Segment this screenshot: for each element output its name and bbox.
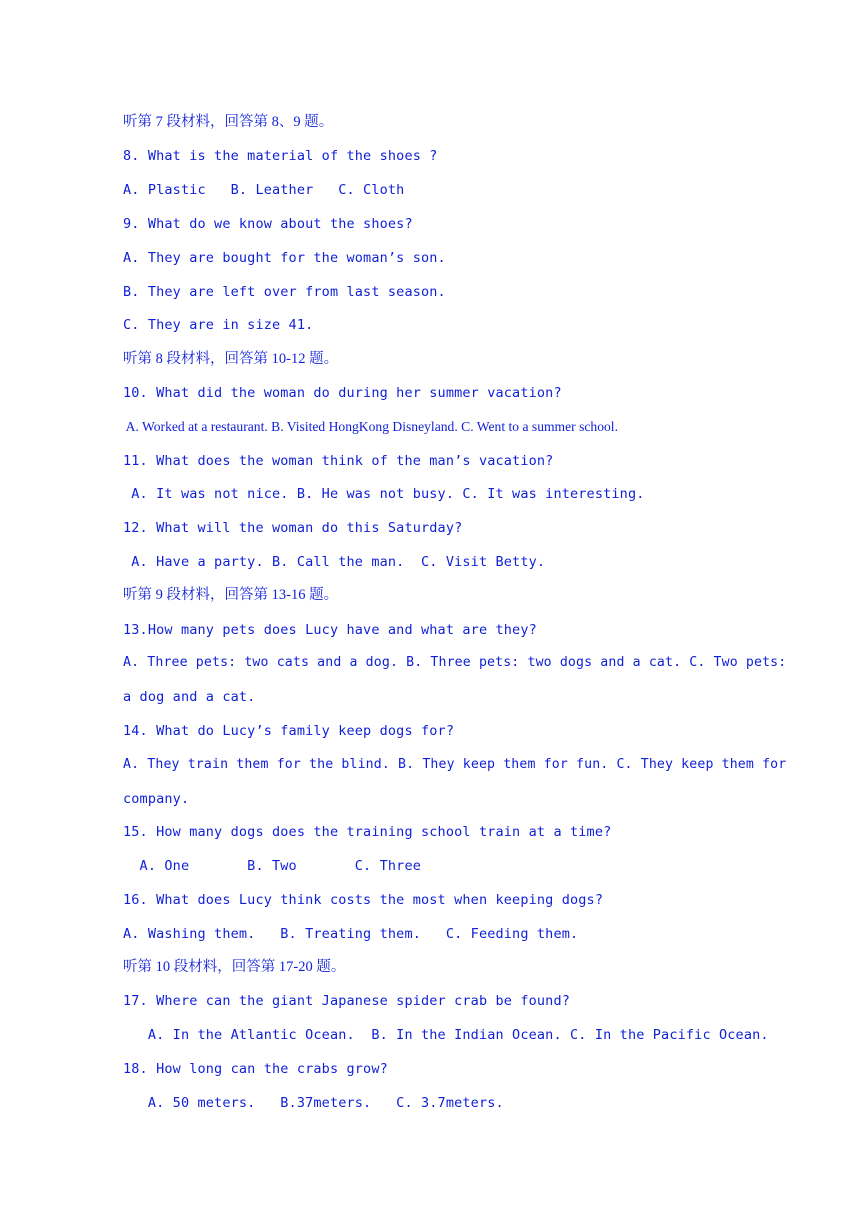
question-18-options: A. 50 meters. B.37meters. C. 3.7meters. <box>123 1095 504 1111</box>
question-9: 9. What do we know about the shoes? <box>123 216 413 232</box>
question-16-options: A. Washing them. B. Treating them. C. Feeding them. <box>123 926 579 942</box>
section-heading-10: 听第 10 段材料，回答第 17-20 题。 <box>123 959 346 975</box>
question-14: 14. What do Lucy’s family keep dogs for? <box>123 723 455 739</box>
question-15-options: A. One B. Two C. Three <box>123 858 421 874</box>
question-9-option-c: C. They are in size 41. <box>123 317 314 333</box>
question-13-options: A. Three pets: two cats and a dog. B. Three pets: two dogs and a cat. C. Two pets: <box>123 655 787 670</box>
question-10: 10. What did the woman do during her summer vacation? <box>123 385 562 401</box>
question-17-options: A. In the Atlantic Ocean. B. In the Indian Ocean. C. In the Pacific Ocean. <box>123 1027 769 1043</box>
question-16: 16. What does Lucy think costs the most when keeping dogs? <box>123 892 604 908</box>
question-9-option-b: B. They are left over from last season. <box>123 284 446 300</box>
section-heading-8: 听第 8 段材料，回答第 10-12 题。 <box>123 351 339 367</box>
question-12-options: A. Have a party. B. Call the man. C. Visit Betty. <box>123 554 546 570</box>
question-10-options: A. Worked at a restaurant. B. Visited HongKong Disneyland. C. Went to a summer school. <box>123 419 618 434</box>
question-11: 11. What does the woman think of the man’s vacation? <box>123 453 554 469</box>
question-18: 18. How long can the crabs grow? <box>123 1061 388 1077</box>
question-8: 8. What is the material of the shoes ? <box>123 148 438 164</box>
question-14-options-continued: company. <box>123 791 190 807</box>
question-13-options-continued: a dog and a cat. <box>123 689 256 705</box>
section-heading-7: 听第 7 段材料，回答第 8、9 题。 <box>123 114 334 130</box>
question-13: 13.How many pets does Lucy have and what are they? <box>123 622 537 638</box>
question-17: 17. Where can the giant Japanese spider crab be found? <box>123 993 570 1009</box>
question-15: 15. How many dogs does the training school train at a time? <box>123 824 612 840</box>
question-14-options: A. They train them for the blind. B. They keep them for fun. C. They keep them for <box>123 757 787 772</box>
section-heading-9: 听第 9 段材料，回答第 13-16 题。 <box>123 587 339 603</box>
question-8-options: A. Plastic B. Leather C. Cloth <box>123 182 405 198</box>
question-9-option-a: A. They are bought for the woman’s son. <box>123 250 446 266</box>
question-11-options: A. It was not nice. B. He was not busy. C. It was interesting. <box>123 486 645 502</box>
question-12: 12. What will the woman do this Saturday? <box>123 520 463 536</box>
